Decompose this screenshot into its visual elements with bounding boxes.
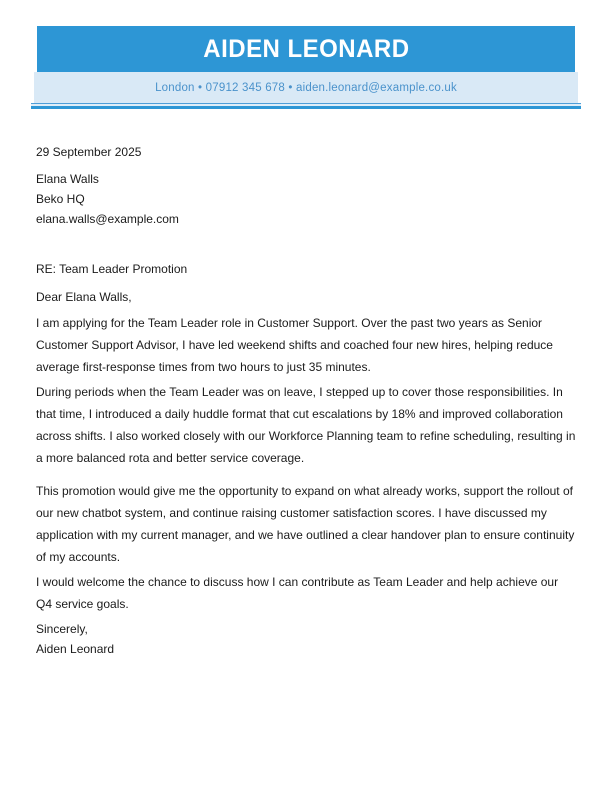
closing-salutation: Sincerely, [36, 622, 88, 636]
signature-name: Aiden Leonard [36, 642, 115, 656]
letter-header [31, 0, 581, 109]
applicant-name: AIDEN LEONARD [202, 34, 410, 63]
paragraph-4: I would welcome the chance to discuss how I can contribute as Team Leader and help achieve our Q4 service goals. [36, 575, 559, 611]
closing-block [36, 619, 576, 659]
recipient-email: elana.walls@example.com [36, 212, 179, 226]
paragraph-3: This promotion would give me the opportunity to expand on what already works, support the rollout of our new chatbot system, and continue raising customer satisfaction scores. I have discussed my application with my current manager, and we have outlined a clear handover plan to ensure continuity of my accounts. [36, 484, 575, 564]
contact-banner [34, 72, 578, 103]
salutation: Dear Elana Walls, [36, 290, 132, 304]
letter-body [36, 109, 576, 659]
paragraph-2: During periods when the Team Leader was on leave, I stepped up to cover those responsibilities. In that time, I introduced a daily huddle format that cut escalations by 18% and improved collaboration across shifts. I also worked closely with our Workforce Planning team to refine scheduling, resulting in a more balanced rota and better service coverage. [36, 385, 576, 465]
recipient-company: Beko HQ [36, 192, 85, 206]
letter-date: 29 September 2025 [36, 145, 142, 159]
subject-line: RE: Team Leader Promotion [36, 262, 188, 276]
name-banner [37, 26, 575, 72]
paragraph-1: I am applying for the Team Leader role in Customer Support. Over the past two years as Senior Customer Support Advisor, I have led weekend shifts and coached four new hires, helping reduce average first-response times from two hours to just 35 minutes. [36, 316, 553, 374]
recipient-name: Elana Walls [36, 172, 99, 186]
recipient-block [36, 169, 576, 229]
contact-line: London • 07912 345 678 • aiden.leonard@example.co.uk [155, 81, 457, 94]
